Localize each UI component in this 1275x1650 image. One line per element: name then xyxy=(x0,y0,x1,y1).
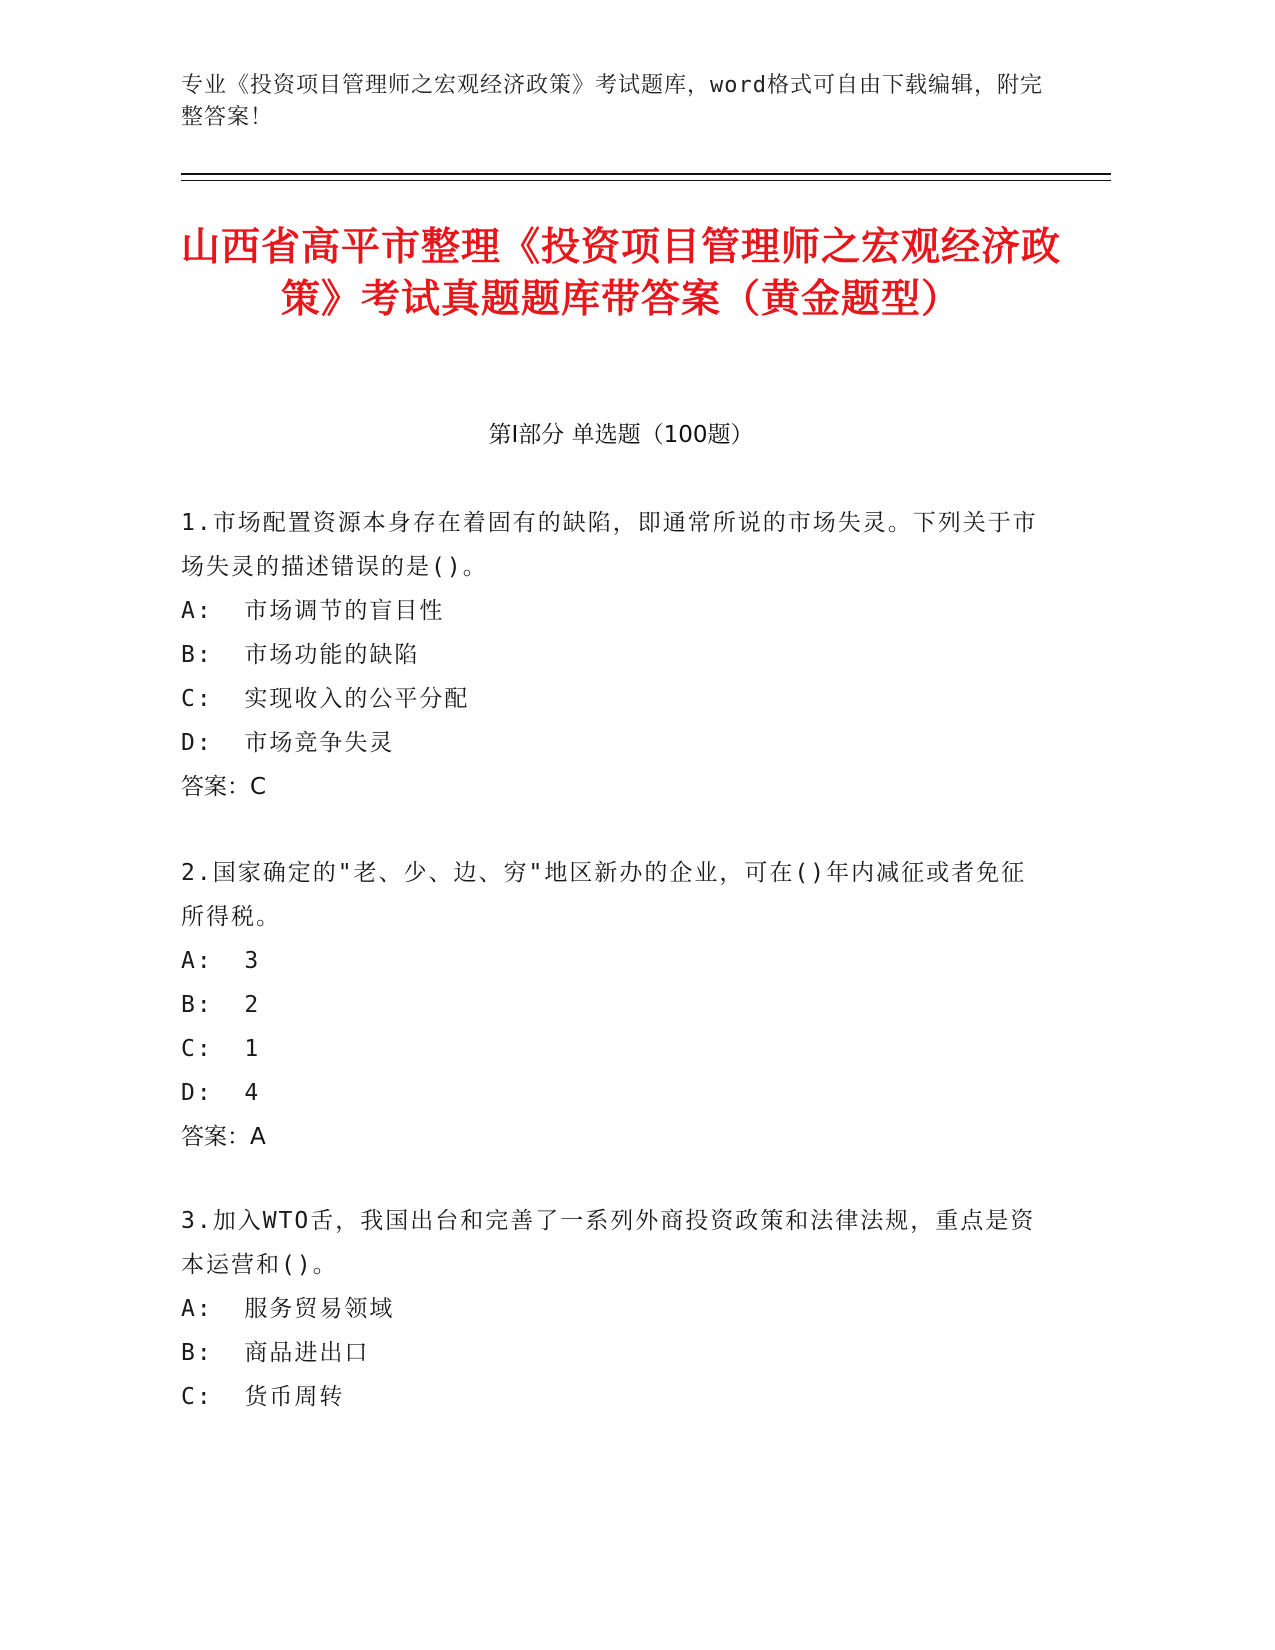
option-b: B: 市场功能的缺陷 xyxy=(181,642,420,668)
header-rule-thin xyxy=(181,180,1111,181)
header-rule-thick xyxy=(181,173,1111,175)
question-2 xyxy=(181,851,1041,1159)
header-note: 专业《投资项目管理师之宏观经济政策》考试题库，word格式可自由下载编辑，附完整答案！ xyxy=(181,73,1043,130)
option-b: B: 商品进出口 xyxy=(181,1340,370,1366)
option-c: C: 货币周转 xyxy=(181,1384,345,1410)
question-1 xyxy=(181,501,1041,809)
option-b: B: 2 xyxy=(181,992,261,1018)
option-a: A: 市场调节的盲目性 xyxy=(181,598,445,624)
answer: 答案：A xyxy=(181,1124,266,1150)
question-stem: 1.市场配置资源本身存在着固有的缺陷，即通常所说的市场失灵。下列关于市场失灵的描述错误的是()。 xyxy=(181,510,1038,580)
question-3 xyxy=(181,1199,1041,1419)
option-d: D: 4 xyxy=(181,1080,261,1106)
document-title: 山西省高平市整理《投资项目管理师之宏观经济政策》考试真题题库带答案（黄金题型） xyxy=(181,225,1062,322)
question-stem: 2.国家确定的"老、少、边、穷"地区新办的企业，可在()年内减征或者免征所得税。 xyxy=(181,860,1027,930)
question-stem: 3.加入WTO舌，我国出台和完善了一系列外商投资政策和法律法规，重点是资本运营和()。 xyxy=(181,1208,1036,1278)
option-a: A: 服务贸易领域 xyxy=(181,1296,395,1322)
option-c: C: 实现收入的公平分配 xyxy=(181,686,470,712)
option-c: C: 1 xyxy=(181,1036,261,1062)
option-a: A: 3 xyxy=(181,948,261,974)
section-heading: 第Ⅰ部分 单选题（100题） xyxy=(488,422,754,448)
answer: 答案：C xyxy=(181,774,267,800)
option-d: D: 市场竞争失灵 xyxy=(181,730,395,756)
